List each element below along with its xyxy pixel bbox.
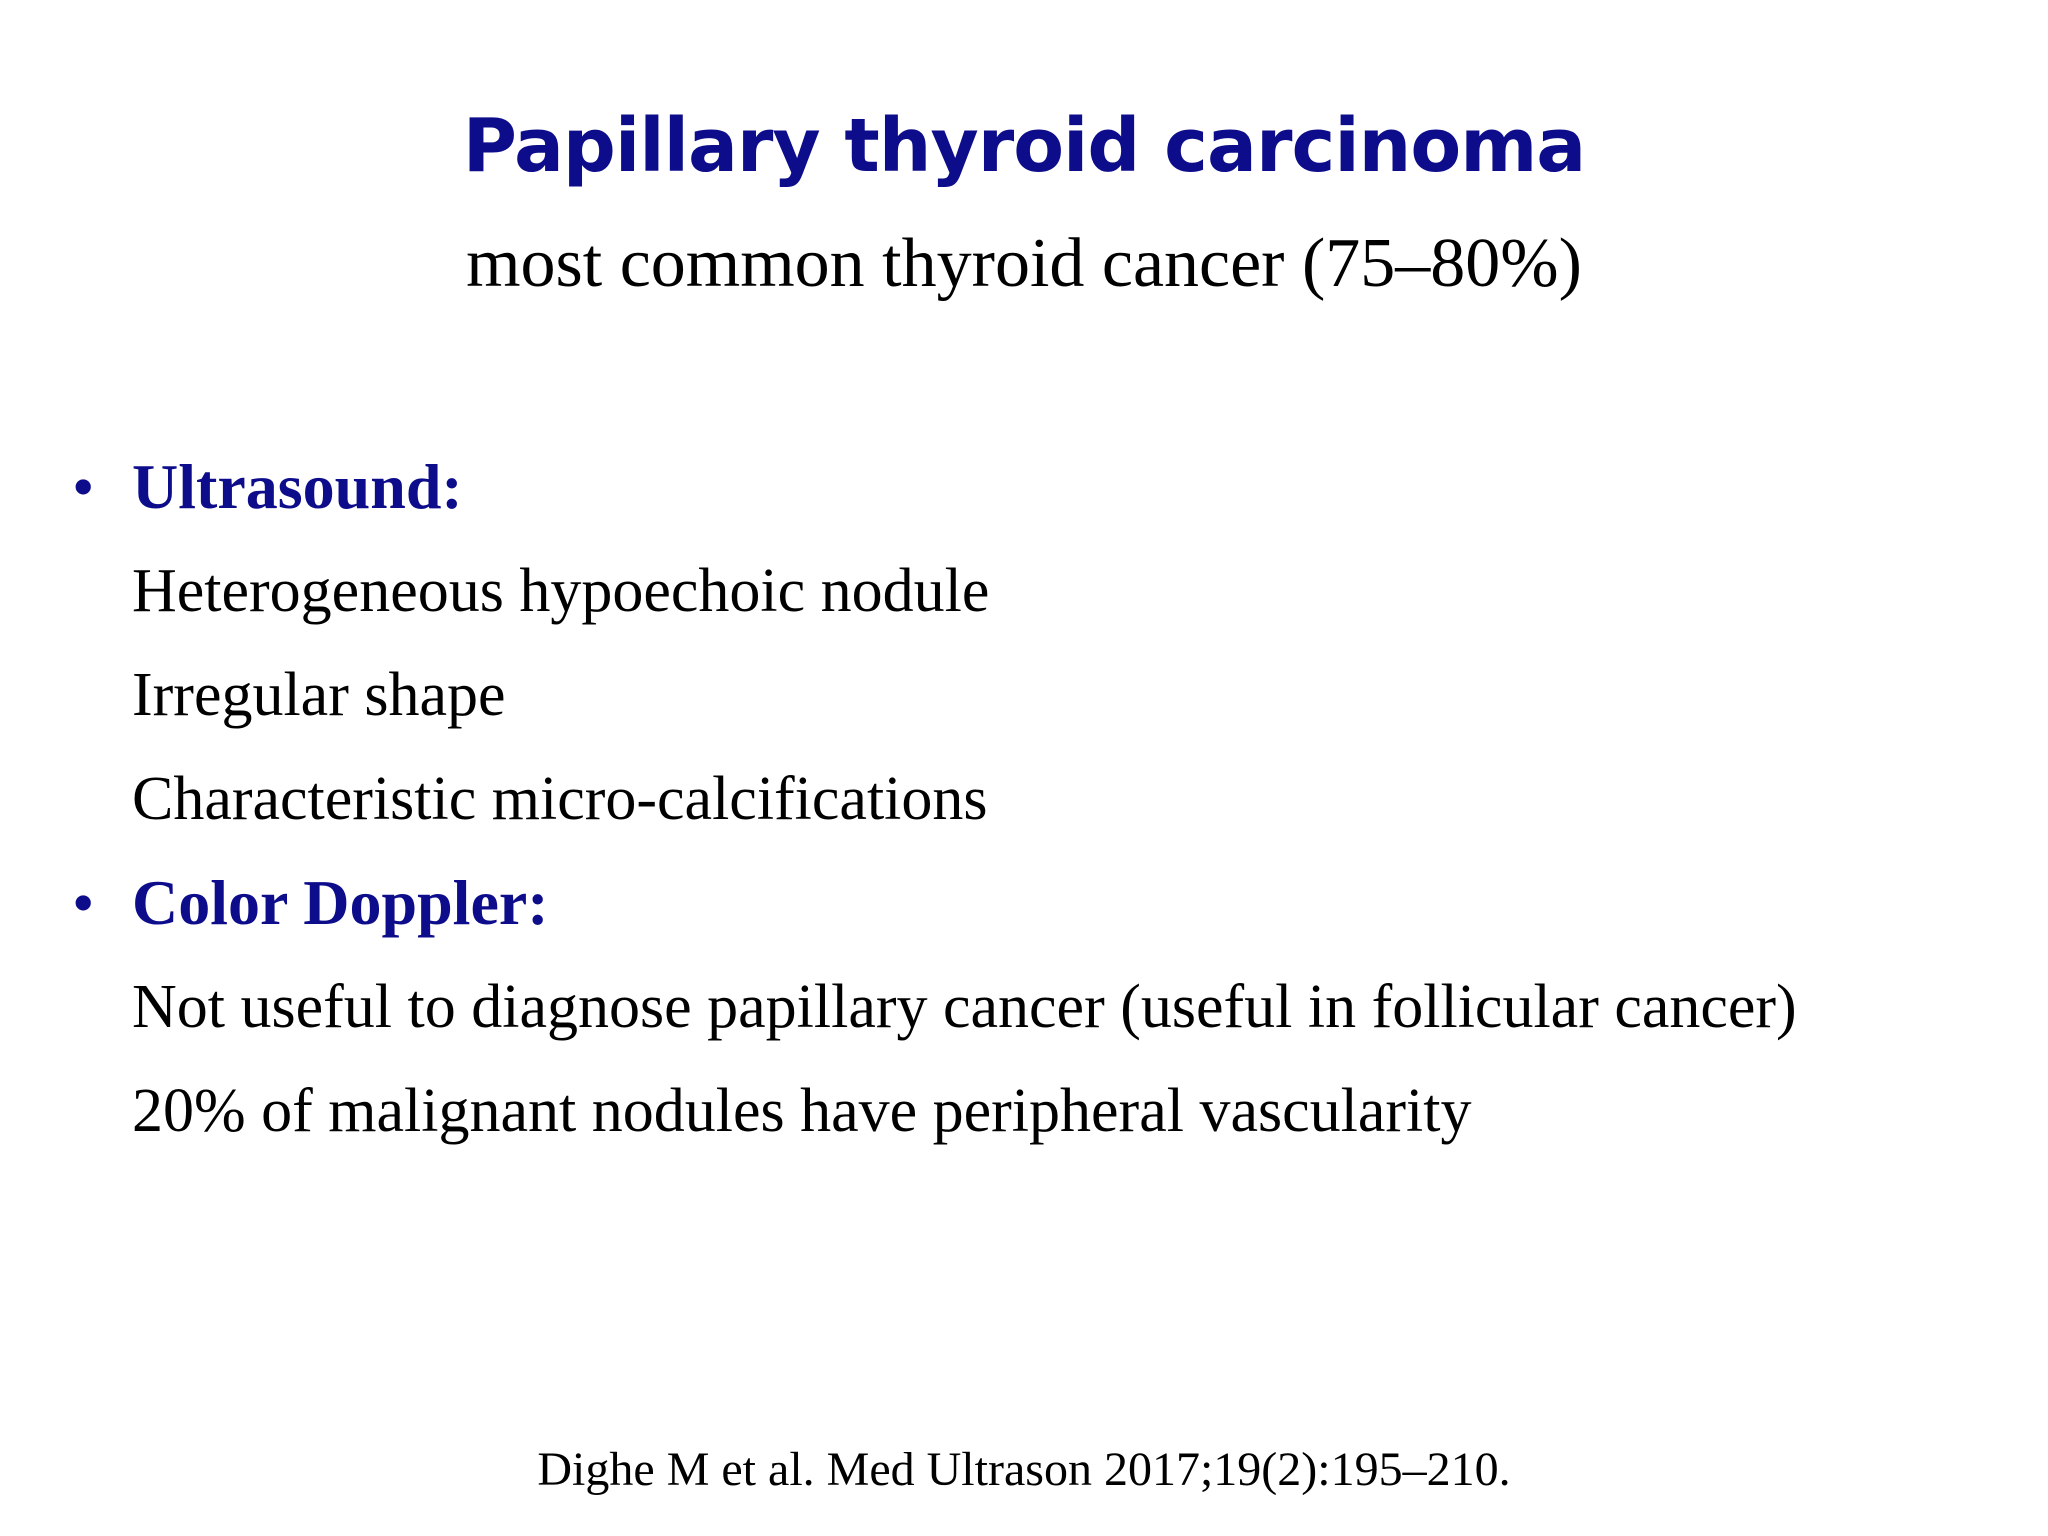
- bullet-row: [72, 851, 2032, 955]
- list-item: Characteristic micro-calcifications: [132, 765, 988, 833]
- section-heading: Ultrasound:: [132, 451, 463, 522]
- bullet-row: [72, 435, 2032, 539]
- bullet-icon: •: [72, 867, 95, 938]
- list-item: 20% of malignant nodules have peripheral vascularity: [132, 1077, 1472, 1145]
- section-color-doppler: [72, 851, 2032, 1163]
- slide-subtitle: most common thyroid cancer (75–80%): [466, 225, 1582, 302]
- section-heading: Color Doppler:: [132, 867, 549, 938]
- list-item: Heterogeneous hypoechoic nodule: [132, 557, 990, 625]
- list-item: Not useful to diagnose papillary cancer (useful in follicular cancer): [132, 973, 1797, 1041]
- list-item: Irregular shape: [132, 661, 506, 729]
- slide-title: Papillary thyroid carcinoma: [462, 103, 1586, 189]
- section-ultrasound: [72, 435, 2032, 851]
- citation: Dighe M et al. Med Ultrason 2017;19(2):195–210.: [537, 1443, 1511, 1496]
- bullet-icon: •: [72, 451, 95, 522]
- slide-content: [72, 435, 2032, 1163]
